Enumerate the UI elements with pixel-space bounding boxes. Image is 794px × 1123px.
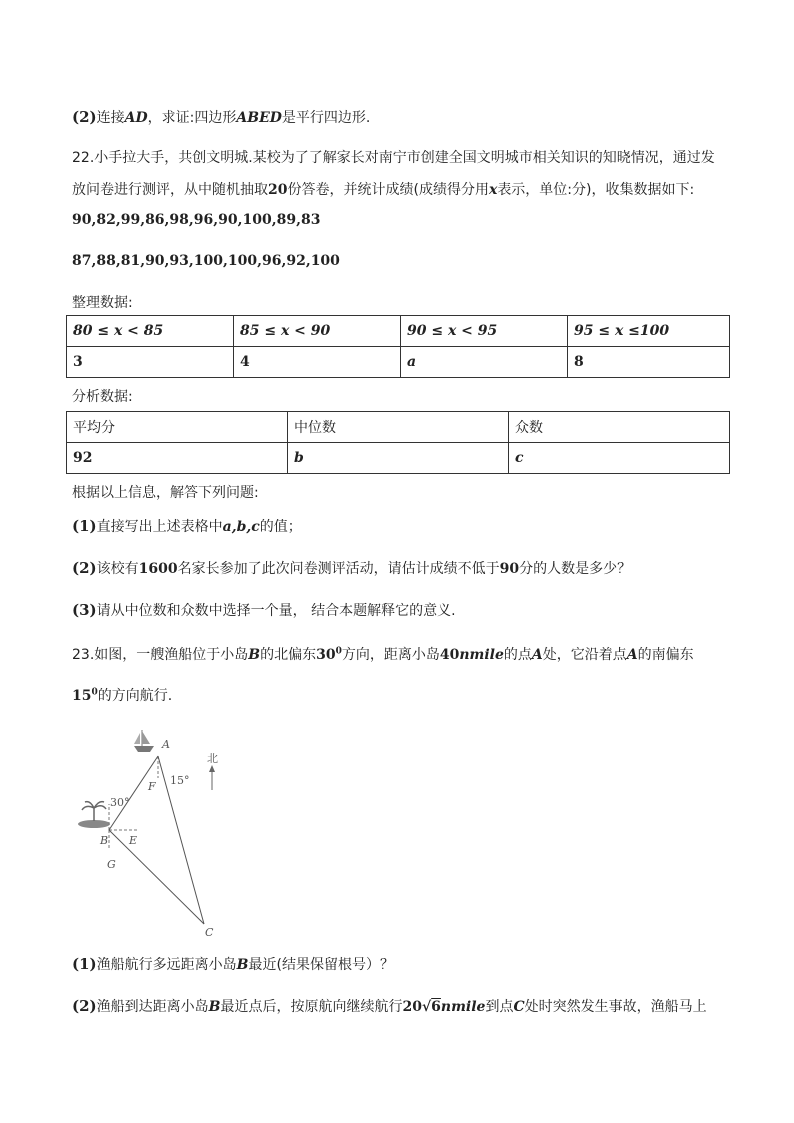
- freq-header-cell: 90 ≤ x < 95: [401, 316, 568, 347]
- q23-point-a: A: [626, 647, 638, 663]
- q22-part1: [72, 516, 302, 536]
- q21-part2: [72, 107, 370, 127]
- degree-sign: 0: [335, 646, 342, 657]
- stat-header-cell: 中位数: [288, 412, 509, 443]
- q22-part2-a: 该校有: [96, 561, 139, 577]
- angle-30-label: 30°: [110, 796, 130, 809]
- q22-var-x: x: [488, 182, 498, 198]
- north-label: 北: [207, 752, 218, 765]
- q22-line1: 22.小手拉大手，共创文明城.某校为了了解家长对南宁市创建全国文明城市相关知识的知晓情况，通过发: [72, 150, 715, 166]
- q23-point-b: B: [236, 957, 249, 973]
- q23-line1-f: 的南偏东: [637, 647, 694, 663]
- q23-angle-15: 15: [72, 688, 92, 704]
- q22-part2-number: (2): [72, 559, 97, 577]
- quad-abed: ABED: [236, 110, 282, 126]
- freq-header-cell: 95 ≤ x ≤100: [568, 316, 730, 347]
- q23-part2-c: 到点: [485, 999, 514, 1015]
- statistics-table: [66, 411, 730, 474]
- q22-data-row1: 90,82,99,86,98,96,90,100,89,83: [72, 212, 321, 228]
- q23-line1: [72, 644, 694, 664]
- label-g: G: [107, 858, 116, 871]
- island-icon: [78, 802, 110, 828]
- freq-value-cell: a: [401, 347, 568, 378]
- q23-radicand: 6: [431, 999, 441, 1015]
- stat-value-cell: 92: [67, 443, 288, 474]
- q22-data-row2: 87,88,81,90,93,100,100,96,92,100: [72, 253, 340, 269]
- q23-angle-30: 30: [316, 647, 336, 663]
- q23-part1-a: 渔船航行多远距离小岛: [96, 957, 237, 973]
- q22-part1-number: (1): [72, 517, 97, 535]
- q22-part2-c: 分的人数是多少？: [519, 561, 632, 577]
- q22-part3-number: (3): [72, 601, 97, 619]
- q23-coefficient: 20: [402, 999, 422, 1015]
- segment-ab: [109, 756, 158, 830]
- q22-prompt: 根据以上信息，解答下列问题:: [72, 485, 259, 501]
- q22-parents-count: 1600: [138, 561, 178, 577]
- label-b: B: [100, 834, 109, 847]
- q21-part2-number: (2): [72, 108, 97, 126]
- q23-line2: [72, 685, 172, 705]
- analyze-label: 分析数据:: [72, 389, 133, 405]
- q23-part2-b: 最近点后，按原航向继续航行: [220, 999, 403, 1015]
- segment-ad: AD: [124, 110, 148, 126]
- q23-line1-e: 处，它沿着点: [542, 647, 627, 663]
- q23-part1: [72, 954, 394, 974]
- label-c: C: [205, 926, 214, 939]
- q23-line1-d: 的点: [503, 647, 532, 663]
- q23-part2-d: 处时突然发生事故，渔船马上: [524, 999, 707, 1015]
- sqrt-icon: √: [421, 999, 432, 1015]
- q22-sample-size: 20: [268, 182, 288, 198]
- q22-line2: [72, 179, 694, 199]
- label-f: F: [148, 780, 156, 793]
- q23-line1-c: 方向，距离小岛: [341, 647, 440, 663]
- q22-part3-text: 请从中位数和众数中选择一个量， 结合本题解释它的意义.: [96, 603, 456, 619]
- north-arrow-icon: [209, 765, 215, 772]
- q22-part2: [72, 558, 631, 578]
- label-a: A: [162, 738, 170, 751]
- q23-line1-a: 23.如图，一艘渔船位于小岛: [72, 647, 249, 663]
- q23-part2-number: (2): [72, 997, 97, 1015]
- q22-threshold: 90: [499, 561, 520, 577]
- stat-value-cell: c: [509, 443, 730, 474]
- q23-unit: nmile: [440, 999, 486, 1015]
- q23-point-b: B: [208, 999, 221, 1015]
- q22-part2-b: 名家长参加了此次问卷测评活动，请估计成绩不低于: [177, 561, 500, 577]
- q23-unit: nmile: [459, 647, 504, 663]
- q23-point-a: A: [531, 647, 543, 663]
- freq-header-cell: 80 ≤ x < 85: [67, 316, 234, 347]
- segment-bc: [109, 830, 204, 924]
- organize-label: 整理数据:: [72, 295, 133, 311]
- freq-value-cell: 8: [568, 347, 730, 378]
- ship-icon: [134, 730, 154, 752]
- q22-part1-a: 直接写出上述表格中: [96, 519, 223, 535]
- stat-value-row: [67, 443, 730, 474]
- q23-line2-a: 的方向航行.: [97, 688, 173, 704]
- q21-part2-text-a: 连接: [96, 110, 125, 126]
- stat-value-cell: b: [288, 443, 509, 474]
- q23-line1-b: 的北偏东: [260, 647, 317, 663]
- q23-distance: 40: [439, 647, 460, 663]
- degree-sign: 0: [91, 687, 98, 698]
- q21-part2-text-b: ，求证:四边形: [147, 110, 237, 126]
- angle-15-label: 15°: [170, 774, 190, 787]
- label-e: E: [129, 834, 138, 847]
- freq-value-cell: 3: [67, 347, 234, 378]
- stat-header-cell: 众数: [509, 412, 730, 443]
- frequency-table: [66, 315, 730, 378]
- q21-part2-text-c: 是平行四边形.: [281, 110, 371, 126]
- freq-value-cell: 4: [234, 347, 401, 378]
- q22-part1-vars: a,b,c: [222, 519, 260, 535]
- q23-part1-number: (1): [72, 955, 97, 973]
- stat-header-cell: 平均分: [67, 412, 288, 443]
- q23-part1-b: 最近(结果保留根号）？: [248, 957, 394, 973]
- frequency-header-row: [67, 316, 730, 347]
- q23-point-c: C: [513, 999, 525, 1015]
- q22-line2-c: 表示，单位:分)，收集数据如下:: [497, 182, 695, 198]
- q23-part2-a: 渔船到达距离小岛: [96, 999, 209, 1015]
- q22-line2-a: 放问卷进行测评，从中随机抽取: [72, 182, 268, 198]
- freq-header-cell: 85 ≤ x < 90: [234, 316, 401, 347]
- q23-part2: [72, 996, 707, 1016]
- q23-point-b: B: [248, 647, 261, 663]
- navigation-figure: [76, 724, 236, 944]
- q22-line2-b: 份答卷，并统计成绩(成绩得分用: [287, 182, 489, 198]
- stat-header-row: [67, 412, 730, 443]
- q22-part1-b: 的值；: [259, 519, 302, 535]
- frequency-value-row: [67, 347, 730, 378]
- q22-part3: [72, 600, 456, 620]
